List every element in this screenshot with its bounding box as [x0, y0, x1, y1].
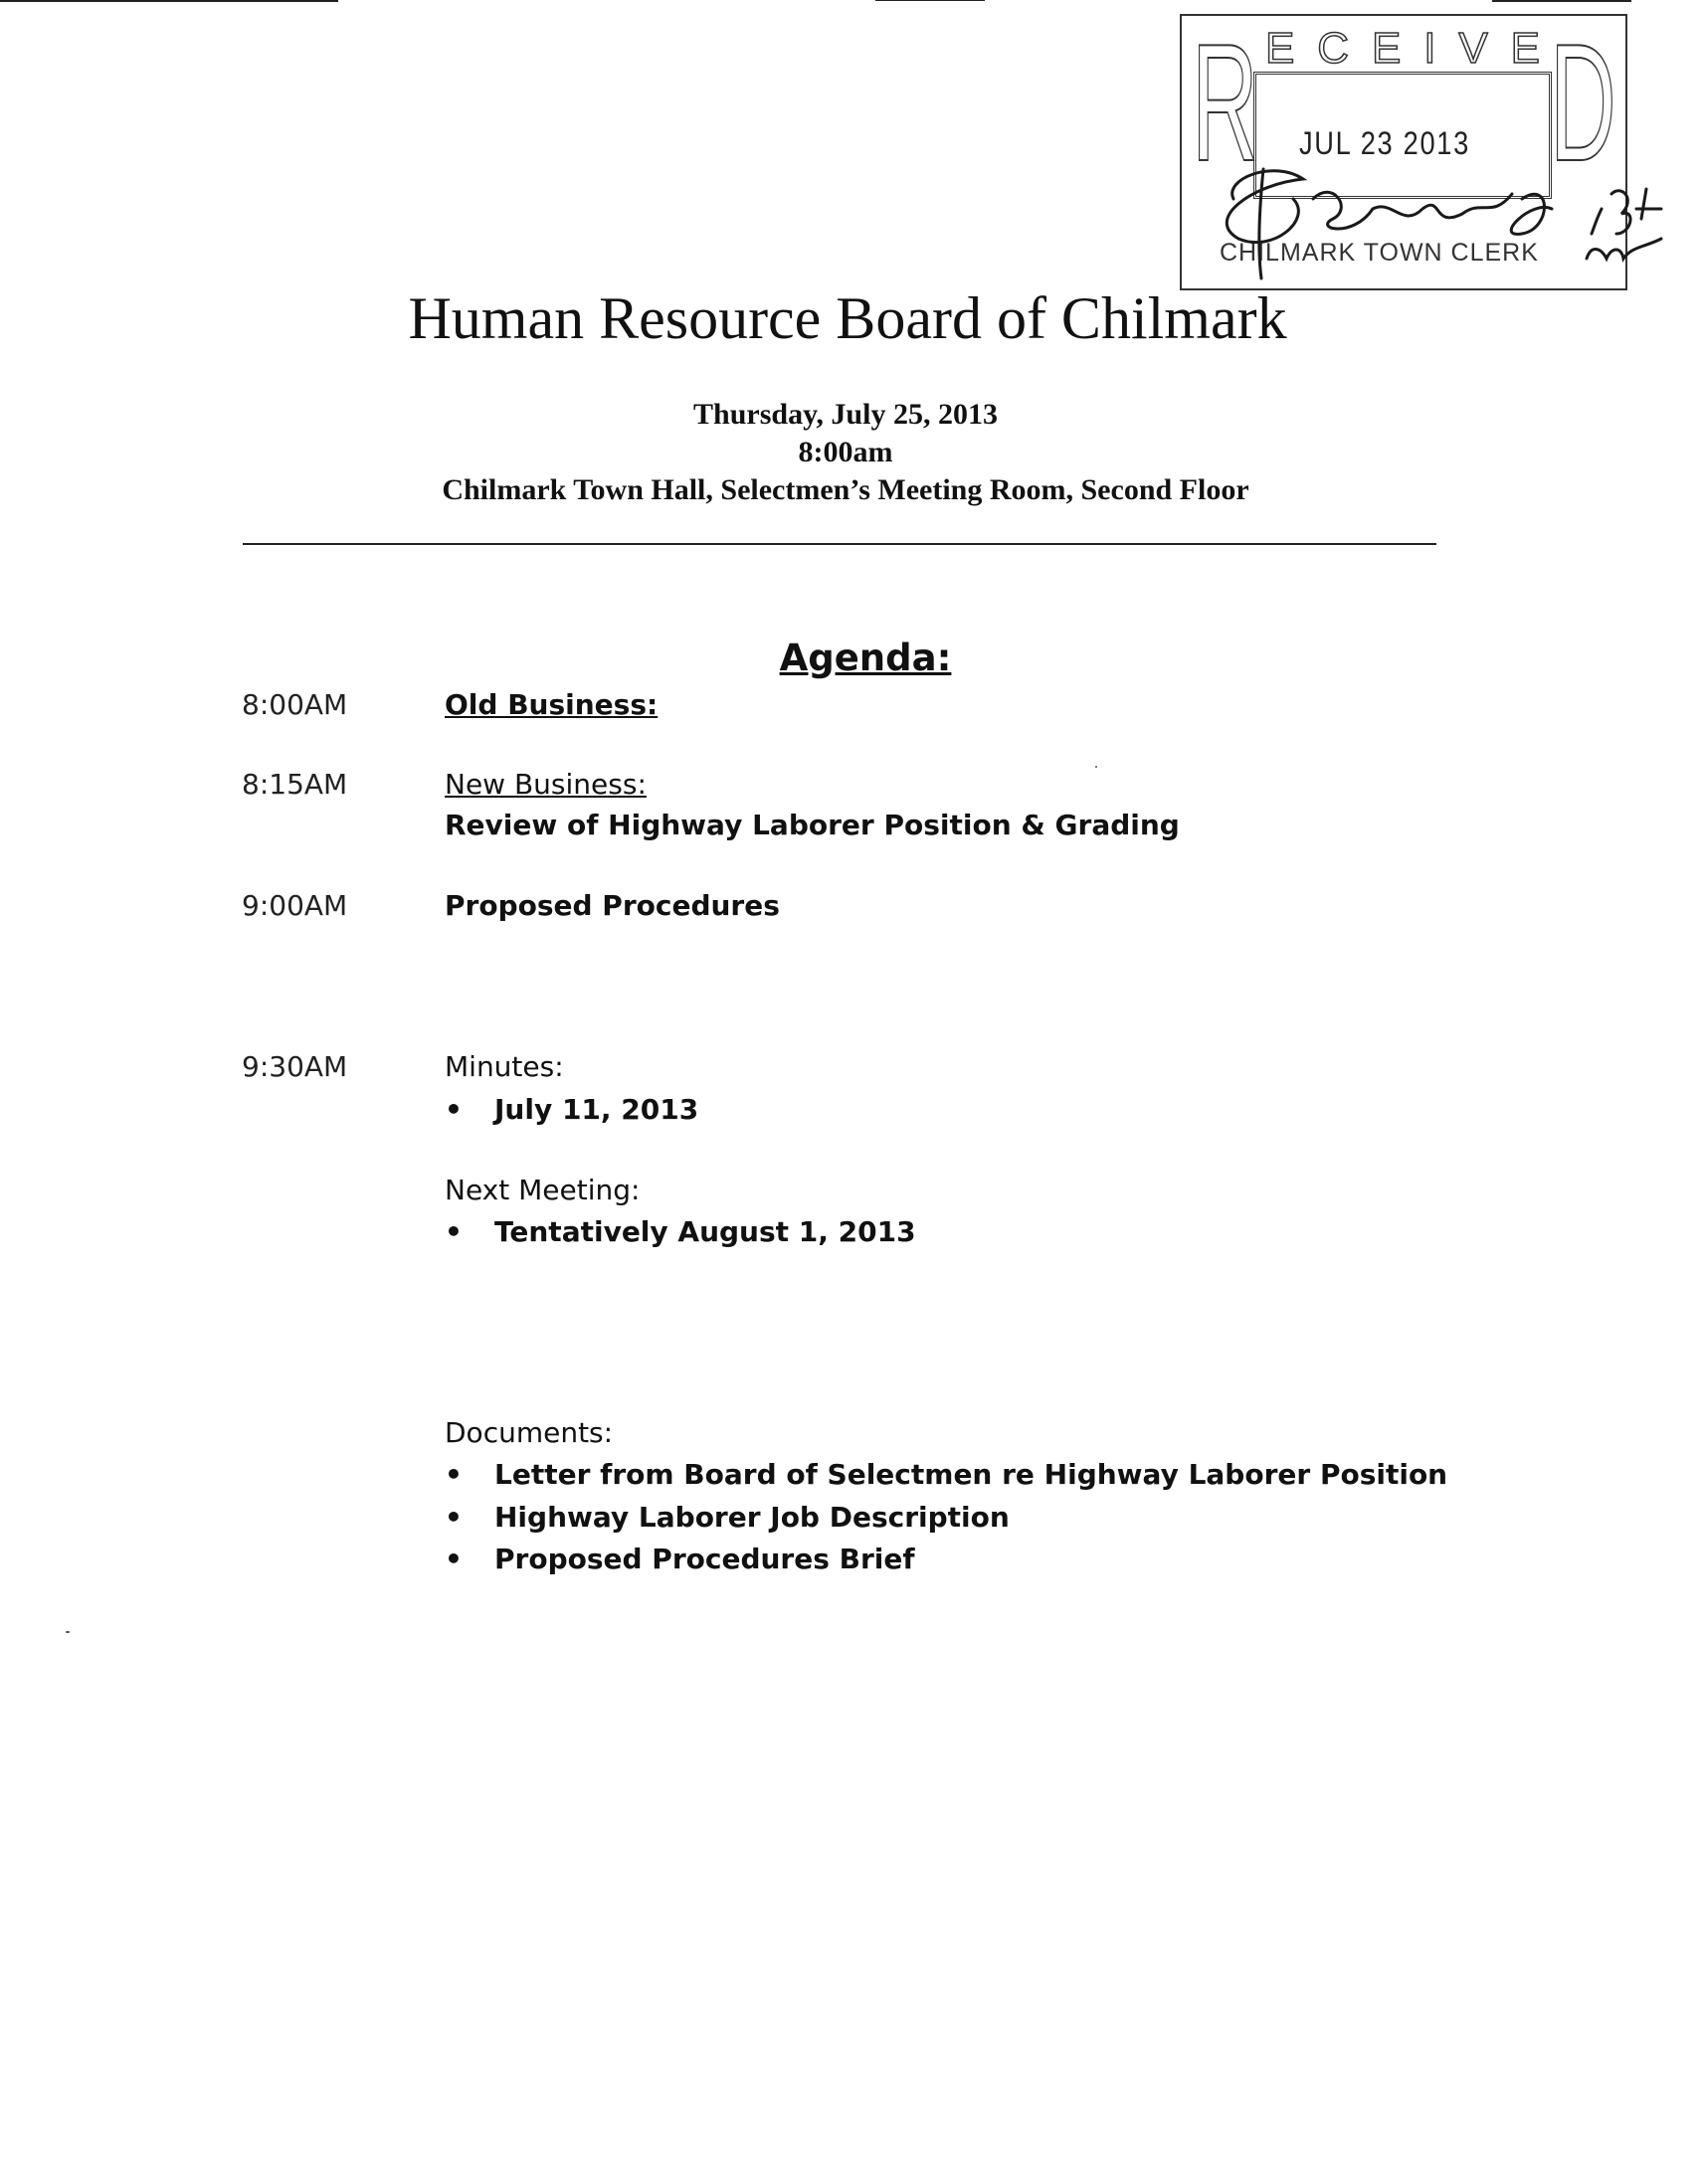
stamp-date: JUL 23 2013	[1299, 125, 1470, 161]
list-item-text: Tentatively August 1, 2013	[494, 1215, 916, 1248]
agenda-item-label: Minutes:	[445, 1050, 564, 1083]
agenda-time: 9:30AM	[242, 1050, 348, 1083]
stamp-letter: E	[1265, 24, 1295, 73]
agenda-heading: Agenda:	[779, 637, 952, 679]
agenda-time: 8:00AM	[242, 688, 348, 721]
bullet: •	[445, 1215, 463, 1248]
agenda-time: 8:15AM	[242, 768, 348, 801]
bullet: •	[445, 1458, 463, 1491]
next-meeting-label: Next Meeting:	[445, 1174, 641, 1206]
agenda-time: 9:00AM	[242, 889, 348, 922]
scan-edge-mark	[1492, 0, 1631, 2]
scan-speck	[66, 1631, 70, 1633]
stamp-letter: C	[1317, 24, 1350, 73]
agenda-item-label: New Business:	[445, 768, 647, 801]
meeting-time: 8:00am	[798, 436, 893, 468]
scan-speck	[1095, 766, 1097, 768]
handwritten-signature	[1194, 139, 1671, 288]
stamp-letter: E	[1371, 24, 1402, 73]
bullet: •	[445, 1501, 463, 1534]
divider	[243, 543, 1436, 545]
agenda-item-label: Old Business:	[445, 688, 659, 721]
meeting-location: Chilmark Town Hall, Selectmen’s Meeting Room, Second Floor	[442, 473, 1249, 506]
list-item-text: Letter from Board of Selectmen re Highway Laborer Position	[494, 1458, 1448, 1491]
stamp-letter: I	[1423, 24, 1436, 73]
stamp-received-letters	[1265, 24, 1540, 74]
meeting-date: Thursday, July 25, 2013	[693, 398, 998, 431]
stamp-footer: CHILMARK TOWN CLERK	[1220, 239, 1539, 267]
stamp-letter-r: R	[1192, 9, 1258, 196]
scan-edge-mark	[0, 0, 338, 2]
documents-label: Documents:	[445, 1416, 614, 1449]
stamp-letter: E	[1510, 24, 1540, 73]
scan-edge-mark	[875, 0, 985, 1]
list-item-text: July 11, 2013	[494, 1093, 699, 1126]
list-item-text: Highway Laborer Job Description	[494, 1501, 1010, 1534]
stamp-letter: V	[1458, 24, 1488, 73]
agenda-item-detail: Review of Highway Laborer Position & Grading	[445, 809, 1180, 841]
page-title: Human Resource Board of Chilmark	[408, 285, 1287, 351]
agenda-item-label: Proposed Procedures	[445, 889, 780, 922]
bullet: •	[445, 1093, 463, 1126]
stamp-letter-d: D	[1550, 9, 1616, 196]
bullet: •	[445, 1543, 463, 1575]
list-item-text: Proposed Procedures Brief	[494, 1543, 915, 1575]
